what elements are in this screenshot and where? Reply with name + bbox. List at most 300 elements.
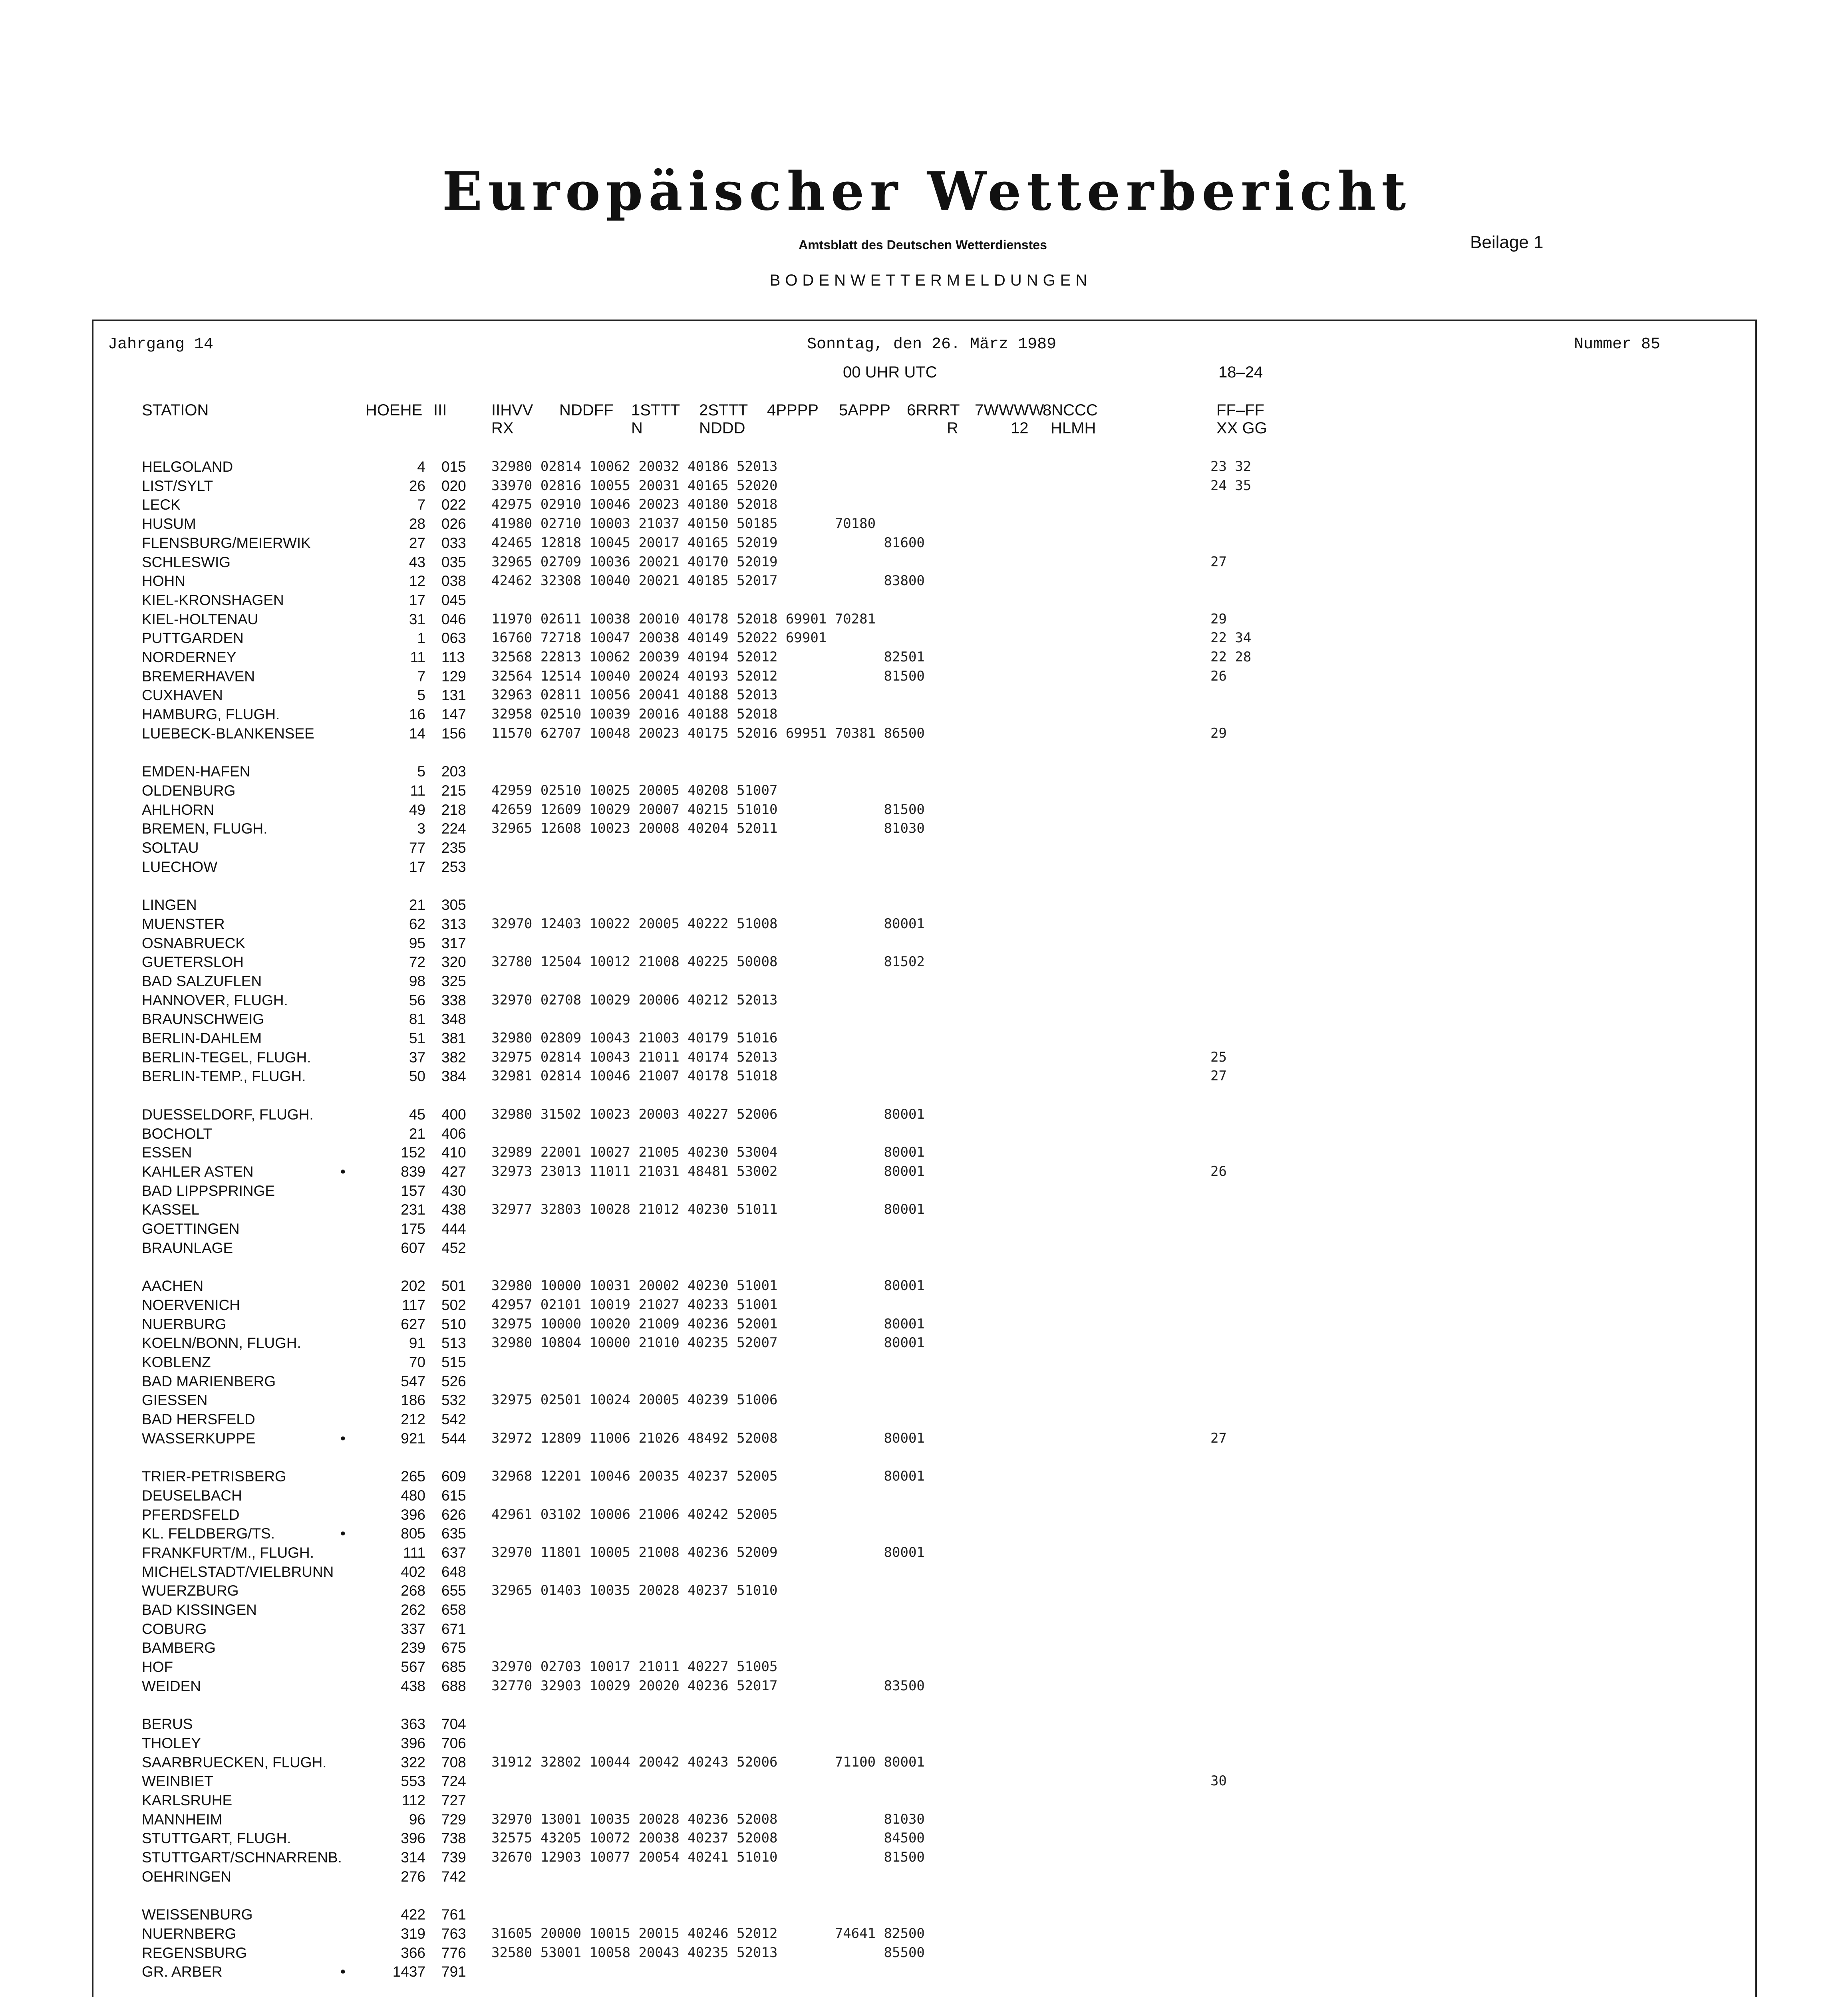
table-row <box>0 1945 1848 1964</box>
station-name: KASSEL <box>142 1201 199 1218</box>
synop-groups: 11570 62707 10048 20023 40175 52016 69951 70381 86500 <box>491 725 925 741</box>
table-row <box>0 1792 1848 1811</box>
synop-groups: 32975 02501 10024 20005 40239 51006 <box>491 1392 778 1408</box>
col-g4-sub: NDDD <box>699 419 745 437</box>
station-name: HANNOVER, FLUGH. <box>142 992 288 1008</box>
station-name: MICHELSTADT/VIELBRUNN <box>142 1563 334 1580</box>
table-row <box>0 1544 1848 1564</box>
station-index: 609 <box>441 1468 466 1485</box>
observation-time: 00 UHR UTC <box>843 363 937 381</box>
station-height: 49 <box>409 801 425 818</box>
table-row <box>0 668 1848 687</box>
station-height: 27 <box>409 534 425 551</box>
station-height: 547 <box>401 1373 425 1390</box>
table-row <box>0 1564 1848 1583</box>
station-index: 430 <box>441 1182 466 1199</box>
station-index: 708 <box>441 1754 466 1771</box>
station-height: 96 <box>409 1811 425 1828</box>
table-row <box>0 1926 1848 1945</box>
station-height: 839 <box>401 1163 425 1180</box>
station-name: NUERNBERG <box>142 1925 236 1942</box>
station-name: COBURG <box>142 1620 207 1637</box>
station-height: 26 <box>409 477 425 494</box>
station-height: 62 <box>409 915 425 932</box>
station-height: 11 <box>410 649 425 665</box>
wind-gust: 22 28 <box>1210 649 1252 665</box>
synop-groups: 42462 32308 10040 20021 40185 52017 83800 <box>491 573 925 589</box>
station-name: BERUS <box>142 1716 193 1733</box>
table-row <box>0 1773 1848 1792</box>
station-index: 382 <box>441 1049 466 1066</box>
station-height: 314 <box>401 1849 425 1866</box>
station-height: 14 <box>409 725 425 742</box>
table-row <box>0 706 1848 725</box>
station-height: 402 <box>401 1563 425 1580</box>
mountain-marker: • <box>340 1163 346 1180</box>
station-height: 396 <box>401 1735 425 1751</box>
station-height: 480 <box>401 1487 425 1504</box>
station-name: FLENSBURG/MEIERWIK <box>142 534 311 551</box>
station-height: 265 <box>401 1468 425 1485</box>
wind-gust: 26 <box>1210 668 1227 684</box>
station-name: TRIER-PETRISBERG <box>142 1468 286 1485</box>
station-name: BREMEN, FLUGH. <box>142 820 268 837</box>
station-height: 212 <box>401 1411 425 1427</box>
station-name: BAD SALZUFLEN <box>142 973 262 989</box>
station-name: BRAUNLAGE <box>142 1239 233 1256</box>
station-height: 276 <box>401 1868 425 1885</box>
station-index: 513 <box>441 1335 466 1352</box>
station-index: 675 <box>441 1640 466 1656</box>
wind-gust: 30 <box>1210 1773 1227 1789</box>
table-row <box>0 820 1848 840</box>
table-row <box>0 592 1848 611</box>
table-row <box>0 954 1848 973</box>
station-name: BAD MARIENBERG <box>142 1373 276 1390</box>
station-index: 215 <box>441 782 466 799</box>
station-name: HOF <box>142 1659 173 1675</box>
station-index: 452 <box>441 1239 466 1256</box>
table-row <box>0 1811 1848 1830</box>
station-height: 553 <box>401 1773 425 1790</box>
table-row <box>0 516 1848 535</box>
station-name: CUXHAVEN <box>142 687 223 704</box>
station-height: 337 <box>401 1620 425 1637</box>
wind-gust: 26 <box>1210 1163 1227 1179</box>
synop-groups: 42961 03102 10006 21006 40242 52005 <box>491 1506 778 1523</box>
col-g3: 1STTT <box>631 401 680 419</box>
wind-gust: 27 <box>1210 1430 1227 1446</box>
synop-groups: 32580 53001 10058 20043 40235 52013 85500 <box>491 1944 925 1961</box>
station-index: 739 <box>441 1849 466 1866</box>
station-name: BREMERHAVEN <box>142 668 255 685</box>
station-index: 022 <box>441 496 466 513</box>
table-row <box>0 1525 1848 1544</box>
station-name: REGENSBURG <box>142 1944 247 1961</box>
table-row <box>0 687 1848 706</box>
station-name: KIEL-HOLTENAU <box>142 611 258 627</box>
synop-groups: 16760 72718 10047 20038 40149 52022 69901 <box>491 630 827 646</box>
station-index: 791 <box>441 1963 466 1980</box>
table-row <box>0 1868 1848 1888</box>
table-row <box>0 1030 1848 1049</box>
station-name: KOBLENZ <box>142 1354 211 1370</box>
station-index: 033 <box>441 534 466 551</box>
station-height: 607 <box>401 1239 425 1256</box>
station-index: 438 <box>441 1201 466 1218</box>
station-name: GOETTINGEN <box>142 1221 240 1237</box>
station-index: 742 <box>441 1868 466 1885</box>
station-name: AACHEN <box>142 1278 204 1294</box>
col-g1: IIHVV <box>491 401 533 419</box>
table-row <box>0 554 1848 573</box>
station-height: 239 <box>401 1640 425 1656</box>
station-name: BRAUNSCHWEIG <box>142 1011 264 1028</box>
table-row <box>0 1011 1848 1030</box>
table-row <box>0 478 1848 497</box>
page-title: Europäischer Wetterbericht <box>442 161 1412 222</box>
station-height: 51 <box>409 1030 425 1046</box>
col-g1-sub: RX <box>491 419 514 437</box>
station-index: 381 <box>441 1030 466 1046</box>
station-height: 7 <box>417 668 425 685</box>
table-row <box>0 1068 1848 1087</box>
station-index: 626 <box>441 1506 466 1523</box>
station-name: DEUSELBACH <box>142 1487 242 1504</box>
table-row <box>0 1659 1848 1678</box>
table-row <box>0 897 1848 916</box>
period-label: 18–24 <box>1218 363 1263 381</box>
station-index: 038 <box>441 573 466 590</box>
table-row <box>0 1411 1848 1430</box>
station-index: 706 <box>441 1735 466 1751</box>
station-index: 015 <box>441 459 466 475</box>
station-index: 704 <box>441 1716 466 1733</box>
station-name: KARLSRUHE <box>142 1792 232 1808</box>
synop-groups: 42957 02101 10019 21027 40233 51001 <box>491 1296 778 1313</box>
station-name: GUETERSLOH <box>142 954 244 971</box>
jahrgang-label: Jahrgang 14 <box>108 335 214 353</box>
synop-groups: 32980 02814 10062 20032 40186 52013 <box>491 459 778 474</box>
station-name: WEISSENBURG <box>142 1906 253 1923</box>
station-height: 112 <box>402 1792 425 1808</box>
station-index: 427 <box>441 1163 466 1180</box>
synop-groups: 32970 11801 10005 21008 40236 52009 80001 <box>491 1544 925 1560</box>
station-index: 502 <box>441 1296 466 1313</box>
station-index: 542 <box>441 1411 466 1427</box>
station-index: 671 <box>441 1620 466 1637</box>
station-name: KIEL-KRONSHAGEN <box>142 592 284 608</box>
table-row <box>0 1487 1848 1507</box>
table-row <box>0 973 1848 992</box>
section-title: BODENWETTERMELDUNGEN <box>769 272 1092 289</box>
table-row <box>0 1278 1848 1297</box>
station-index: 655 <box>441 1582 466 1599</box>
table-row <box>0 1221 1848 1240</box>
station-height: 366 <box>401 1944 425 1961</box>
synop-groups: 32980 02809 10043 21003 40179 51016 <box>491 1030 778 1046</box>
station-index: 761 <box>441 1906 466 1923</box>
station-index: 410 <box>441 1144 466 1161</box>
station-height: 5 <box>417 763 425 780</box>
station-index: 615 <box>441 1487 466 1504</box>
station-name: LUEBECK-BLANKENSEE <box>142 725 314 742</box>
wind-gust: 24 35 <box>1210 477 1252 494</box>
station-name: STUTTGART/SCHNARRENB. <box>142 1849 342 1866</box>
station-name: KL. FELDBERG/TS. <box>142 1525 275 1542</box>
station-index: 400 <box>441 1106 466 1123</box>
wind-gust: 27 <box>1210 1068 1227 1084</box>
col-g2: NDDFF <box>559 401 614 419</box>
station-height: 21 <box>409 897 425 913</box>
station-name: MUENSTER <box>142 915 225 932</box>
synop-groups: 42975 02910 10046 20023 40180 52018 <box>491 496 778 513</box>
station-height: 31 <box>409 611 425 627</box>
station-index: 305 <box>441 897 466 913</box>
table-row <box>0 1201 1848 1221</box>
station-height: 11 <box>410 782 425 799</box>
station-height: 627 <box>401 1316 425 1332</box>
station-name: ESSEN <box>142 1144 192 1161</box>
station-index: 685 <box>441 1659 466 1675</box>
table-row <box>0 1582 1848 1602</box>
station-index: 544 <box>441 1430 466 1447</box>
col-g10: FF–FF <box>1216 401 1264 419</box>
station-index: 510 <box>441 1316 466 1332</box>
col-g9: 8NCCC <box>1043 401 1098 419</box>
station-index: 147 <box>441 706 466 723</box>
station-name: NUERBURG <box>142 1316 227 1332</box>
station-index: 320 <box>441 954 466 971</box>
station-index: 501 <box>441 1278 466 1294</box>
table-row <box>0 496 1848 516</box>
table-row <box>0 1640 1848 1659</box>
station-name: AHLHORN <box>142 801 214 818</box>
table-row <box>0 1621 1848 1640</box>
station-name: GIESSEN <box>142 1392 208 1409</box>
station-name: LINGEN <box>142 897 197 913</box>
table-row <box>0 1049 1848 1068</box>
station-height: 16 <box>409 706 425 723</box>
station-height: 72 <box>409 954 425 971</box>
station-index: 224 <box>441 820 466 837</box>
table-row <box>0 992 1848 1011</box>
report-date: Sonntag, den 26. März 1989 <box>807 335 1057 353</box>
synop-groups: 32780 12504 10012 21008 40225 50008 81502 <box>491 954 925 970</box>
synop-groups: 32770 32903 10029 20020 40236 52017 83500 <box>491 1677 925 1694</box>
synop-groups: 32968 12201 10046 20035 40237 52005 80001 <box>491 1468 925 1485</box>
station-index: 046 <box>441 611 466 627</box>
synop-groups: 32965 02709 10036 20021 40170 52019 <box>491 554 778 570</box>
station-index: 203 <box>441 763 466 780</box>
station-index: 325 <box>441 973 466 989</box>
station-height: 396 <box>401 1506 425 1523</box>
synop-groups: 32980 31502 10023 20003 40227 52006 80001 <box>491 1106 925 1122</box>
synop-groups: 31605 20000 10015 20015 40246 52012 74641 82500 <box>491 1925 925 1941</box>
synop-groups: 32958 02510 10039 20016 40188 52018 <box>491 706 778 723</box>
table-row <box>0 802 1848 821</box>
station-height: 21 <box>409 1125 425 1142</box>
synop-groups: 32977 32803 10028 21012 40230 51011 80001 <box>491 1201 925 1218</box>
station-name: GR. ARBER <box>142 1963 223 1980</box>
station-index: 348 <box>441 1011 466 1028</box>
station-index: 384 <box>441 1068 466 1085</box>
station-name: BAMBERG <box>142 1640 216 1656</box>
table-row <box>0 935 1848 954</box>
wind-gust: 29 <box>1210 725 1227 741</box>
station-name: WUERZBURG <box>142 1582 239 1599</box>
wind-gust: 29 <box>1210 611 1227 627</box>
station-name: WASSERKUPPE <box>142 1430 256 1447</box>
station-name: BERLIN-TEMP., FLUGH. <box>142 1068 306 1085</box>
synop-groups: 32970 02703 10017 21011 40227 51005 <box>491 1659 778 1675</box>
synop-groups: 32670 12903 10077 20054 40241 51010 81500 <box>491 1849 925 1866</box>
station-name: HOHN <box>142 573 185 590</box>
station-name: BAD LIPPSPRINGE <box>142 1182 275 1199</box>
beilage-label: Beilage 1 <box>1470 232 1544 252</box>
table-row <box>0 459 1848 478</box>
station-height: 17 <box>409 592 425 608</box>
table-row <box>0 535 1848 554</box>
station-height: 45 <box>409 1106 425 1123</box>
synop-groups: 41980 02710 10003 21037 40150 50185 70180 <box>491 516 876 532</box>
table-row <box>0 1830 1848 1849</box>
col-hoehe: HOEHE <box>366 401 423 419</box>
station-name: EMDEN-HAFEN <box>142 763 250 780</box>
station-height: 5 <box>417 687 425 704</box>
station-height: 81 <box>409 1011 425 1028</box>
station-index: 020 <box>441 477 466 494</box>
station-height: 396 <box>401 1830 425 1847</box>
station-name: STUTTGART, FLUGH. <box>142 1830 291 1847</box>
table-row <box>0 1468 1848 1487</box>
col-iii: III <box>433 401 447 419</box>
synop-groups: 32965 12608 10023 20008 40204 52011 81030 <box>491 820 925 837</box>
station-name: THOLEY <box>142 1735 201 1751</box>
table-row <box>0 1373 1848 1392</box>
wind-gust: 22 34 <box>1210 630 1252 646</box>
synop-groups: 42465 12818 10045 20017 40165 52019 81600 <box>491 534 925 551</box>
station-index: 648 <box>441 1563 466 1580</box>
synop-groups: 32989 22001 10027 21005 40230 53004 80001 <box>491 1144 925 1161</box>
synop-groups: 32575 43205 10072 20038 40237 52008 84500 <box>491 1830 925 1846</box>
synop-groups: 32970 12403 10022 20005 40222 51008 80001 <box>491 915 925 932</box>
station-index: 729 <box>441 1811 466 1828</box>
synop-groups: 32973 23013 11011 21031 48481 53002 80001 <box>491 1163 925 1179</box>
table-row <box>0 1144 1848 1163</box>
table-row <box>0 1183 1848 1202</box>
table-row <box>0 763 1848 782</box>
col-station: STATION <box>142 401 209 419</box>
col-g10-sub: XX GG <box>1216 419 1267 437</box>
station-height: 70 <box>409 1354 425 1370</box>
station-name: LUECHOW <box>142 858 218 875</box>
publisher-subtitle: Amtsblatt des Deutschen Wetterdienstes <box>799 238 1047 252</box>
station-height: 921 <box>401 1430 425 1447</box>
station-height: 805 <box>401 1525 425 1542</box>
station-name: PUTTGARDEN <box>142 630 244 647</box>
station-name: MANNHEIM <box>142 1811 223 1828</box>
table-row <box>0 1849 1848 1868</box>
station-name: SCHLESWIG <box>142 554 231 570</box>
station-name: NOERVENICH <box>142 1296 240 1313</box>
table-row <box>0 782 1848 802</box>
col-g8: 7WWWW <box>975 401 1044 419</box>
station-index: 763 <box>441 1925 466 1942</box>
station-height: 152 <box>401 1144 425 1161</box>
station-index: 776 <box>441 1944 466 1961</box>
station-height: 111 <box>403 1544 425 1561</box>
station-height: 12 <box>409 573 425 590</box>
station-name: SOLTAU <box>142 840 199 856</box>
col-g5: 4PPPP <box>767 401 819 419</box>
station-name: NORDERNEY <box>142 649 236 665</box>
table-row <box>0 859 1848 878</box>
station-height: 28 <box>409 516 425 532</box>
station-name: OLDENBURG <box>142 782 236 799</box>
synop-groups: 32972 12809 11006 21026 48492 52008 80001 <box>491 1430 925 1446</box>
table-row <box>0 1126 1848 1145</box>
station-height: 50 <box>409 1068 425 1085</box>
table-row <box>0 1163 1848 1183</box>
issue-number: Nummer 85 <box>1574 335 1661 353</box>
station-height: 43 <box>409 554 425 570</box>
synop-groups: 32975 02814 10043 21011 40174 52013 <box>491 1049 778 1065</box>
synop-groups: 32970 13001 10035 20028 40236 52008 81030 <box>491 1811 925 1827</box>
station-height: 37 <box>409 1049 425 1066</box>
station-height: 438 <box>401 1677 425 1694</box>
station-index: 515 <box>441 1354 466 1370</box>
station-index: 235 <box>441 840 466 856</box>
station-index: 688 <box>441 1677 466 1694</box>
synop-groups: 42959 02510 10025 20005 40208 51007 <box>491 782 778 798</box>
table-row <box>0 630 1848 649</box>
station-name: WEIDEN <box>142 1677 201 1694</box>
station-name: HUSUM <box>142 516 196 532</box>
station-height: 95 <box>409 935 425 951</box>
station-height: 7 <box>417 496 425 513</box>
station-height: 322 <box>401 1754 425 1771</box>
station-name: BERLIN-DAHLEM <box>142 1030 262 1046</box>
table-row <box>0 649 1848 668</box>
table-row <box>0 1335 1848 1354</box>
synop-groups: 33970 02816 10055 20031 40165 52020 <box>491 477 778 494</box>
station-height: 186 <box>401 1392 425 1409</box>
synop-groups: 11970 02611 10038 20010 40178 52018 69901 70281 <box>491 611 876 627</box>
table-row <box>0 1392 1848 1411</box>
station-name: BAD KISSINGEN <box>142 1602 257 1618</box>
station-height: 3 <box>417 820 425 837</box>
synop-groups: 32981 02814 10046 21007 40178 51018 <box>491 1068 778 1084</box>
station-index: 635 <box>441 1525 466 1542</box>
table-row <box>0 1963 1848 1983</box>
synop-groups: 42659 12609 10029 20007 40215 51010 81500 <box>491 801 925 818</box>
station-height: 422 <box>401 1906 425 1923</box>
table-row <box>0 840 1848 859</box>
synop-groups: 32965 01403 10035 20028 40237 51010 <box>491 1582 778 1599</box>
table-row <box>0 1430 1848 1449</box>
station-height: 157 <box>401 1182 425 1199</box>
station-name: BERLIN-TEGEL, FLUGH. <box>142 1049 311 1066</box>
station-index: 532 <box>441 1392 466 1409</box>
station-height: 98 <box>409 973 425 989</box>
station-height: 1 <box>417 630 425 647</box>
station-name: OSNABRUECK <box>142 935 246 951</box>
station-name: SAARBRUECKEN, FLUGH. <box>142 1754 327 1771</box>
synop-groups: 32980 10804 10000 21010 40235 52007 80001 <box>491 1335 925 1351</box>
station-height: 363 <box>401 1716 425 1733</box>
table-row <box>0 916 1848 935</box>
